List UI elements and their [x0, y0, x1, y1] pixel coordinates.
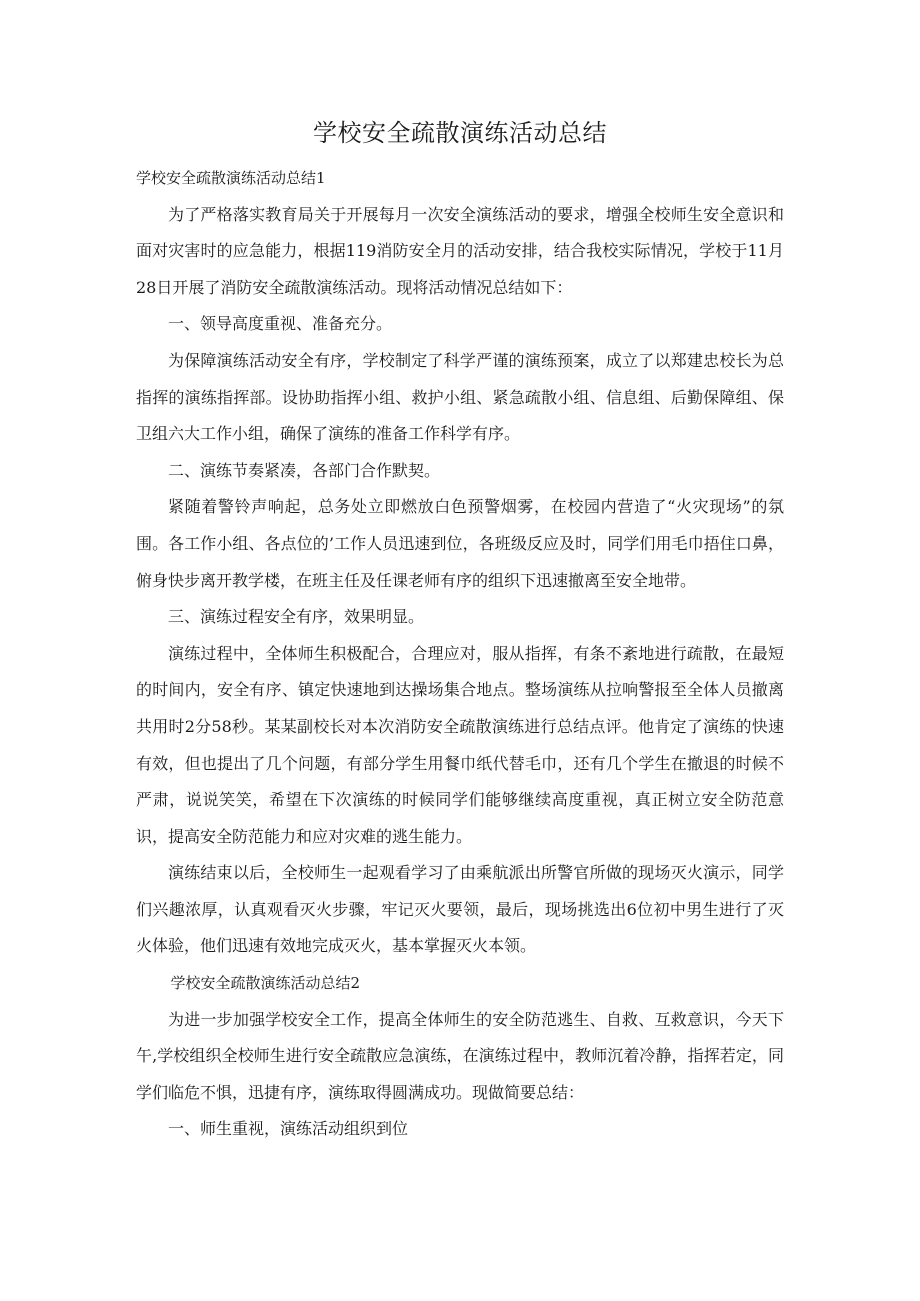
paragraph: 为保障演练活动安全有序，学校制定了科学严谨的演练预案，成立了以郑建忠校长为总指挥的演练指挥部。设协助指挥小组、救护小组、紧急疏散小组、信息组、后勤保障组、保卫组六大工作小组，确保了演练的准备工作科学有序。 [136, 350, 784, 444]
paragraph: 为了严格落实教育局关于开展每月一次安全演练活动的要求，增强全校师生安全意识和面对灾害时的应急能力，根据119消防安全月的活动安排，结合我校实际情况，学校于11月28日开展了消防安全疏散演练活动。现将活动情况总结如下： [136, 204, 784, 297]
paragraph: 一、领导高度重视、准备充分。 [168, 314, 393, 334]
document-title: 学校安全疏散演练活动总结 [313, 119, 607, 147]
paragraph: 二、演练节奏紧凑，各部门合作默契。 [168, 460, 441, 480]
paragraph: 演练过程中，全体师生积极配合，合理应对，服从指挥，有条不紊地进行疏散，在最短的时间内，安全有序、镇定快速地到达操场集合地点。整场演练从拉响警报至全体人员撤离共用时2分58秒。某某副校长对本次消防安全疏散演练进行总结点评。他肯定了演练的快速有效，但也提出了几个问题，有部分学生用餐巾纸代替毛巾，还有几个学生在撤退的时候不严肃，说说笑笑，希望在下次演练的时候同学们能够继续高度重视，真正树立安全防范意识，提高安全防范能力和应对灾难的逃生能力。 [136, 643, 784, 846]
paragraph: 一、师生重视，演练活动组织到位 [168, 1119, 409, 1139]
section-heading-1: 学校安全疏散演练活动总结1 [136, 169, 326, 187]
paragraph: 三、演练过程安全有序，效果明显。 [168, 607, 425, 627]
paragraph: 紧随着警铃声响起，总务处立即燃放白色预警烟雾，在校园内营造了“火灾现场”的氛围。各工作小组、各点位的’工作人员迅速到位，各班级反应及时，同学们用毛巾捂住口鼻，俯身快步离开教学楼，在班主任及任课老师有序的组织下迅速撤离至安全地带。 [136, 497, 784, 590]
paragraph: 为进一步加强学校安全工作，提高全体师生的安全防范逃生、自救、互救意识，今天下午,学校组织全校师生进行安全疏散应急演练，在演练过程中，教师沉着冷静，指挥若定，同学们临危不惧，迅捷有序，演练取得圆满成功。现做简要总结： [136, 1009, 784, 1102]
section-heading-2: 学校安全疏散演练活动总结2 [170, 974, 361, 993]
document-body [136, 160, 784, 1148]
paragraph: 演练结束以后，全校师生一起观看学习了由乘航派出所警官所做的现场灭火演示，同学们兴趣浓厚，认真观看灭火步骤，牢记灭火要领，最后，现场挑选出6位初中男生进行了灭火体验，他们迅速有效地完成灭火，基本掌握灭火本领。 [136, 863, 784, 956]
